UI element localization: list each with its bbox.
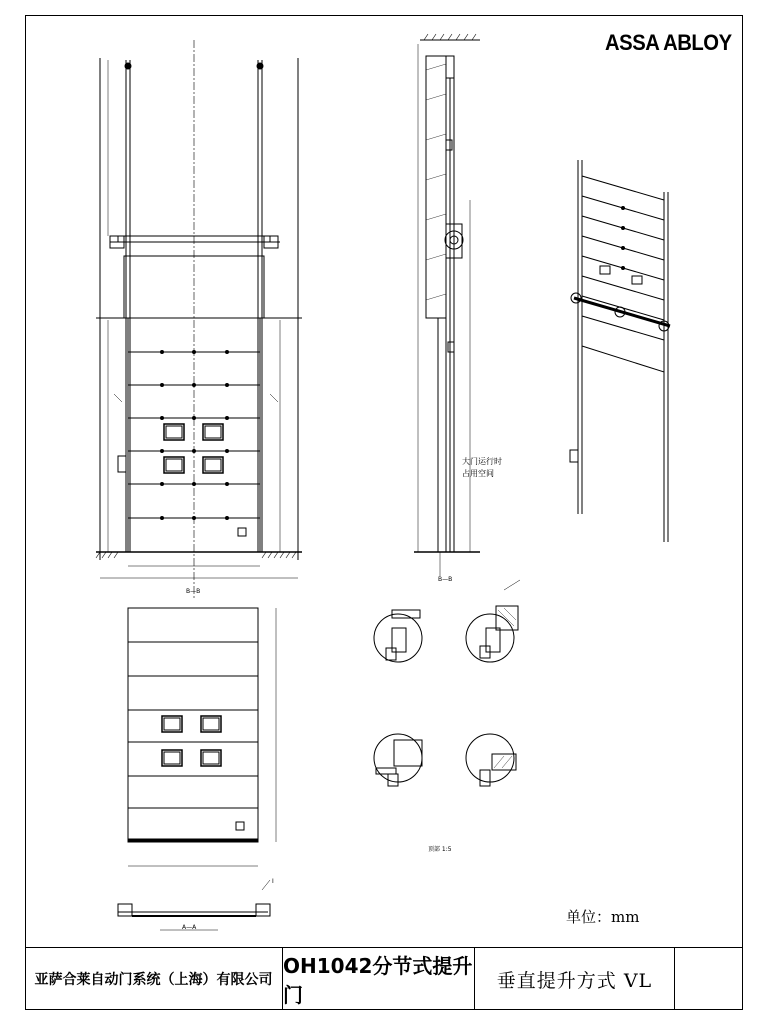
detail-callout-i: I xyxy=(272,878,274,885)
company-name: 亚萨合莱自动门系统（上海）有限公司 xyxy=(25,948,283,1010)
isometric-view xyxy=(570,160,670,542)
side-note-line-1: 大门运行时 xyxy=(462,457,502,466)
detail-scale-label: 顶部 1:5 xyxy=(428,846,452,853)
door-plan-view xyxy=(118,608,276,930)
section-label-aa: A—A xyxy=(182,924,197,931)
detail-circles xyxy=(374,580,520,786)
section-label-bb-bottom: B—B xyxy=(186,588,201,595)
title-block-empty xyxy=(675,948,743,1010)
model-name: OH1042分节式提升门 xyxy=(283,948,475,1010)
lift-method: 垂直提升方式 VL xyxy=(475,948,675,1010)
unit-label: 单位：mm xyxy=(566,908,640,926)
section-label-bb-side: B—B xyxy=(438,576,453,583)
side-section xyxy=(414,34,480,576)
title-block xyxy=(25,947,743,1010)
side-note-line-2: 占用空间 xyxy=(462,469,494,478)
brand-logo: ASSA ABLOY xyxy=(605,30,732,55)
front-elevation xyxy=(96,40,302,600)
